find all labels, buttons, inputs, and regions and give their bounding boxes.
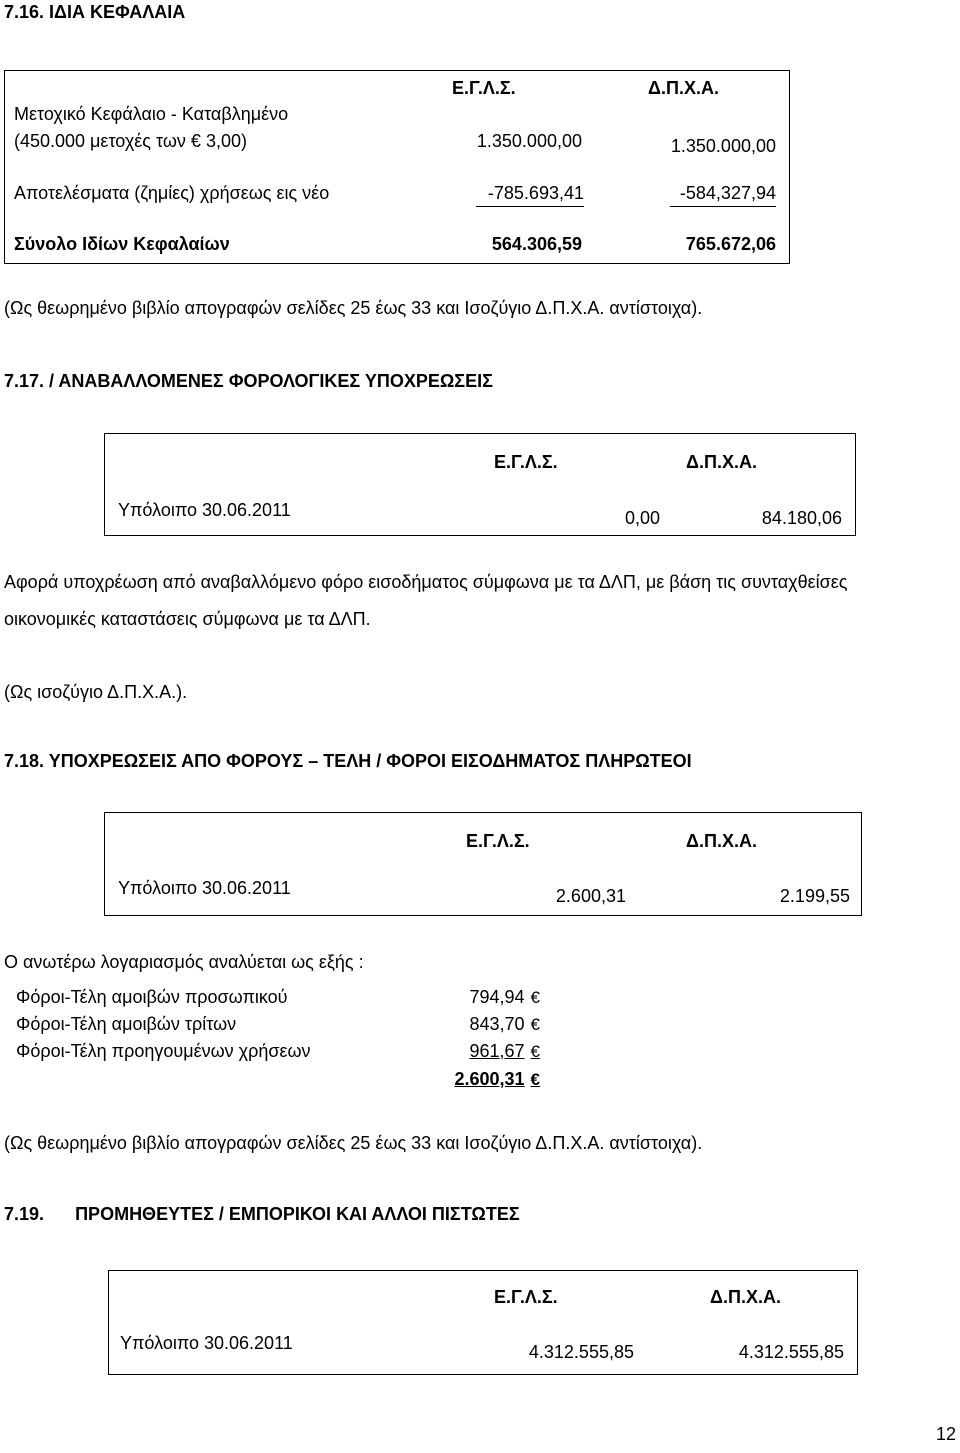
retained-results-dpxa: -584,327,94 <box>679 183 776 203</box>
equity-total-egls: 564.306,59 <box>491 234 582 254</box>
col-header-dpxa: Δ.Π.Χ.Α. <box>686 831 757 851</box>
subtotal-line-egls <box>476 206 584 207</box>
subtotal-line-dpxa <box>670 206 776 207</box>
euro-icon: € <box>530 1042 540 1061</box>
balance-egls: 4.312.555,85 <box>528 1342 634 1362</box>
balance-label: Υπόλοιπο 30.06.2011 <box>120 1333 293 1353</box>
balance-dpxa: 2.199,55 <box>779 886 850 906</box>
col-header-egls: Ε.Γ.Λ.Σ. <box>452 78 516 98</box>
euro-icon: € <box>530 1070 540 1089</box>
section-717-heading: 7.17. / ΑΝΑΒΑΛΛΟΜΕΝΕΣ ΦΟΡΟΛΟΓΙΚΕΣ ΥΠΟΧΡΕΩΣΕΙΣ <box>4 371 493 391</box>
breakdown-total: 2.600,31 € <box>454 1069 540 1089</box>
section-719-number: 7.19. <box>4 1204 45 1224</box>
col-header-egls: Ε.Γ.Λ.Σ. <box>494 1287 558 1307</box>
share-capital-detail: (450.000 μετοχές των € 3,00) <box>14 131 247 151</box>
balance-dpxa: 84.180,06 <box>761 508 842 528</box>
page-number: 12 <box>935 1424 956 1444</box>
breakdown-intro: Ο ανωτέρω λογαριασμός αναλύεται ως εξής : <box>4 952 364 972</box>
share-capital-label: Μετοχικό Κεφάλαιο - Καταβλημένο <box>14 104 289 124</box>
breakdown-item-amount: 843,70 € <box>469 1014 540 1034</box>
share-capital-dpxa: 1.350.000,00 <box>670 136 776 156</box>
share-capital-egls: 1.350.000,00 <box>476 131 582 151</box>
balance-egls: 0,00 <box>624 508 660 528</box>
equity-total-label: Σύνολο Ιδίων Κεφαλαίων <box>14 234 230 254</box>
section-718-note: (Ως θεωρημένο βιβλίο απογραφών σελίδες 25 έως 33 και Ισοζύγιο Δ.Π.Χ.Α. αντίστοιχα). <box>4 1133 703 1153</box>
col-header-dpxa: Δ.Π.Χ.Α. <box>710 1287 781 1307</box>
breakdown-item-label: Φόροι-Τέλη προηγουμένων χρήσεων <box>16 1041 311 1061</box>
section-719-title: ΠΡΟΜΗΘΕΥΤΕΣ / ΕΜΠΟΡΙΚΟΙ ΚΑΙ ΑΛΛΟΙ ΠΙΣΤΩΤΕΣ <box>75 1204 520 1224</box>
breakdown-item-amount: 961,67 € <box>469 1041 540 1061</box>
section-718-heading: 7.18. ΥΠΟΧΡΕΩΣΕΙΣ ΑΠΟ ΦΟΡΟΥΣ – ΤΕΛΗ / ΦΟΡΟΙ ΕΙΣΟΔΗΜΑΤΟΣ ΠΛΗΡΩΤΕΟΙ <box>4 751 692 771</box>
section-719-heading <box>4 1204 520 1225</box>
retained-results-label: Αποτελέσματα (ζημίες) χρήσεως εις νέο <box>14 183 330 203</box>
deferred-tax-paragraph-line1: Αφορά υποχρέωση από αναβαλλόμενο φόρο εισοδήματος σύμφωνα με τα ΔΛΠ, με βάση τις συνταχθείσες <box>4 572 848 592</box>
balance-dpxa: 4.312.555,85 <box>738 1342 844 1362</box>
euro-icon: € <box>530 988 540 1007</box>
breakdown-item-label: Φόροι-Τέλη αμοιβών τρίτων <box>16 1014 237 1034</box>
balance-label: Υπόλοιπο 30.06.2011 <box>118 878 291 898</box>
section-716-heading: 7.16. ΙΔΙΑ ΚΕΦΑΛΑΙΑ <box>4 2 186 22</box>
col-header-egls: Ε.Γ.Λ.Σ. <box>494 452 558 472</box>
breakdown-item-label: Φόροι-Τέλη αμοιβών προσωπικού <box>16 987 288 1007</box>
section-716-note: (Ως θεωρημένο βιβλίο απογραφών σελίδες 25 έως 33 και Ισοζύγιο Δ.Π.Χ.Α. αντίστοιχα). <box>4 298 703 318</box>
breakdown-item-amount: 794,94 € <box>469 987 540 1007</box>
euro-icon: € <box>190 131 201 151</box>
col-header-egls: Ε.Γ.Λ.Σ. <box>466 831 530 851</box>
col-header-dpxa: Δ.Π.Χ.Α. <box>648 78 719 98</box>
euro-icon: € <box>530 1015 540 1034</box>
retained-results-egls: -785.693,41 <box>487 183 584 203</box>
section-717-note: (Ως ισοζύγιο Δ.Π.Χ.Α.). <box>4 682 188 702</box>
deferred-tax-paragraph-line2: οικονομικές καταστάσεις σύμφωνα με τα ΔΛΠ. <box>4 609 371 629</box>
equity-total-dpxa: 765.672,06 <box>685 234 776 254</box>
col-header-dpxa: Δ.Π.Χ.Α. <box>686 452 757 472</box>
balance-egls: 2.600,31 <box>555 886 626 906</box>
balance-label: Υπόλοιπο 30.06.2011 <box>118 500 291 520</box>
